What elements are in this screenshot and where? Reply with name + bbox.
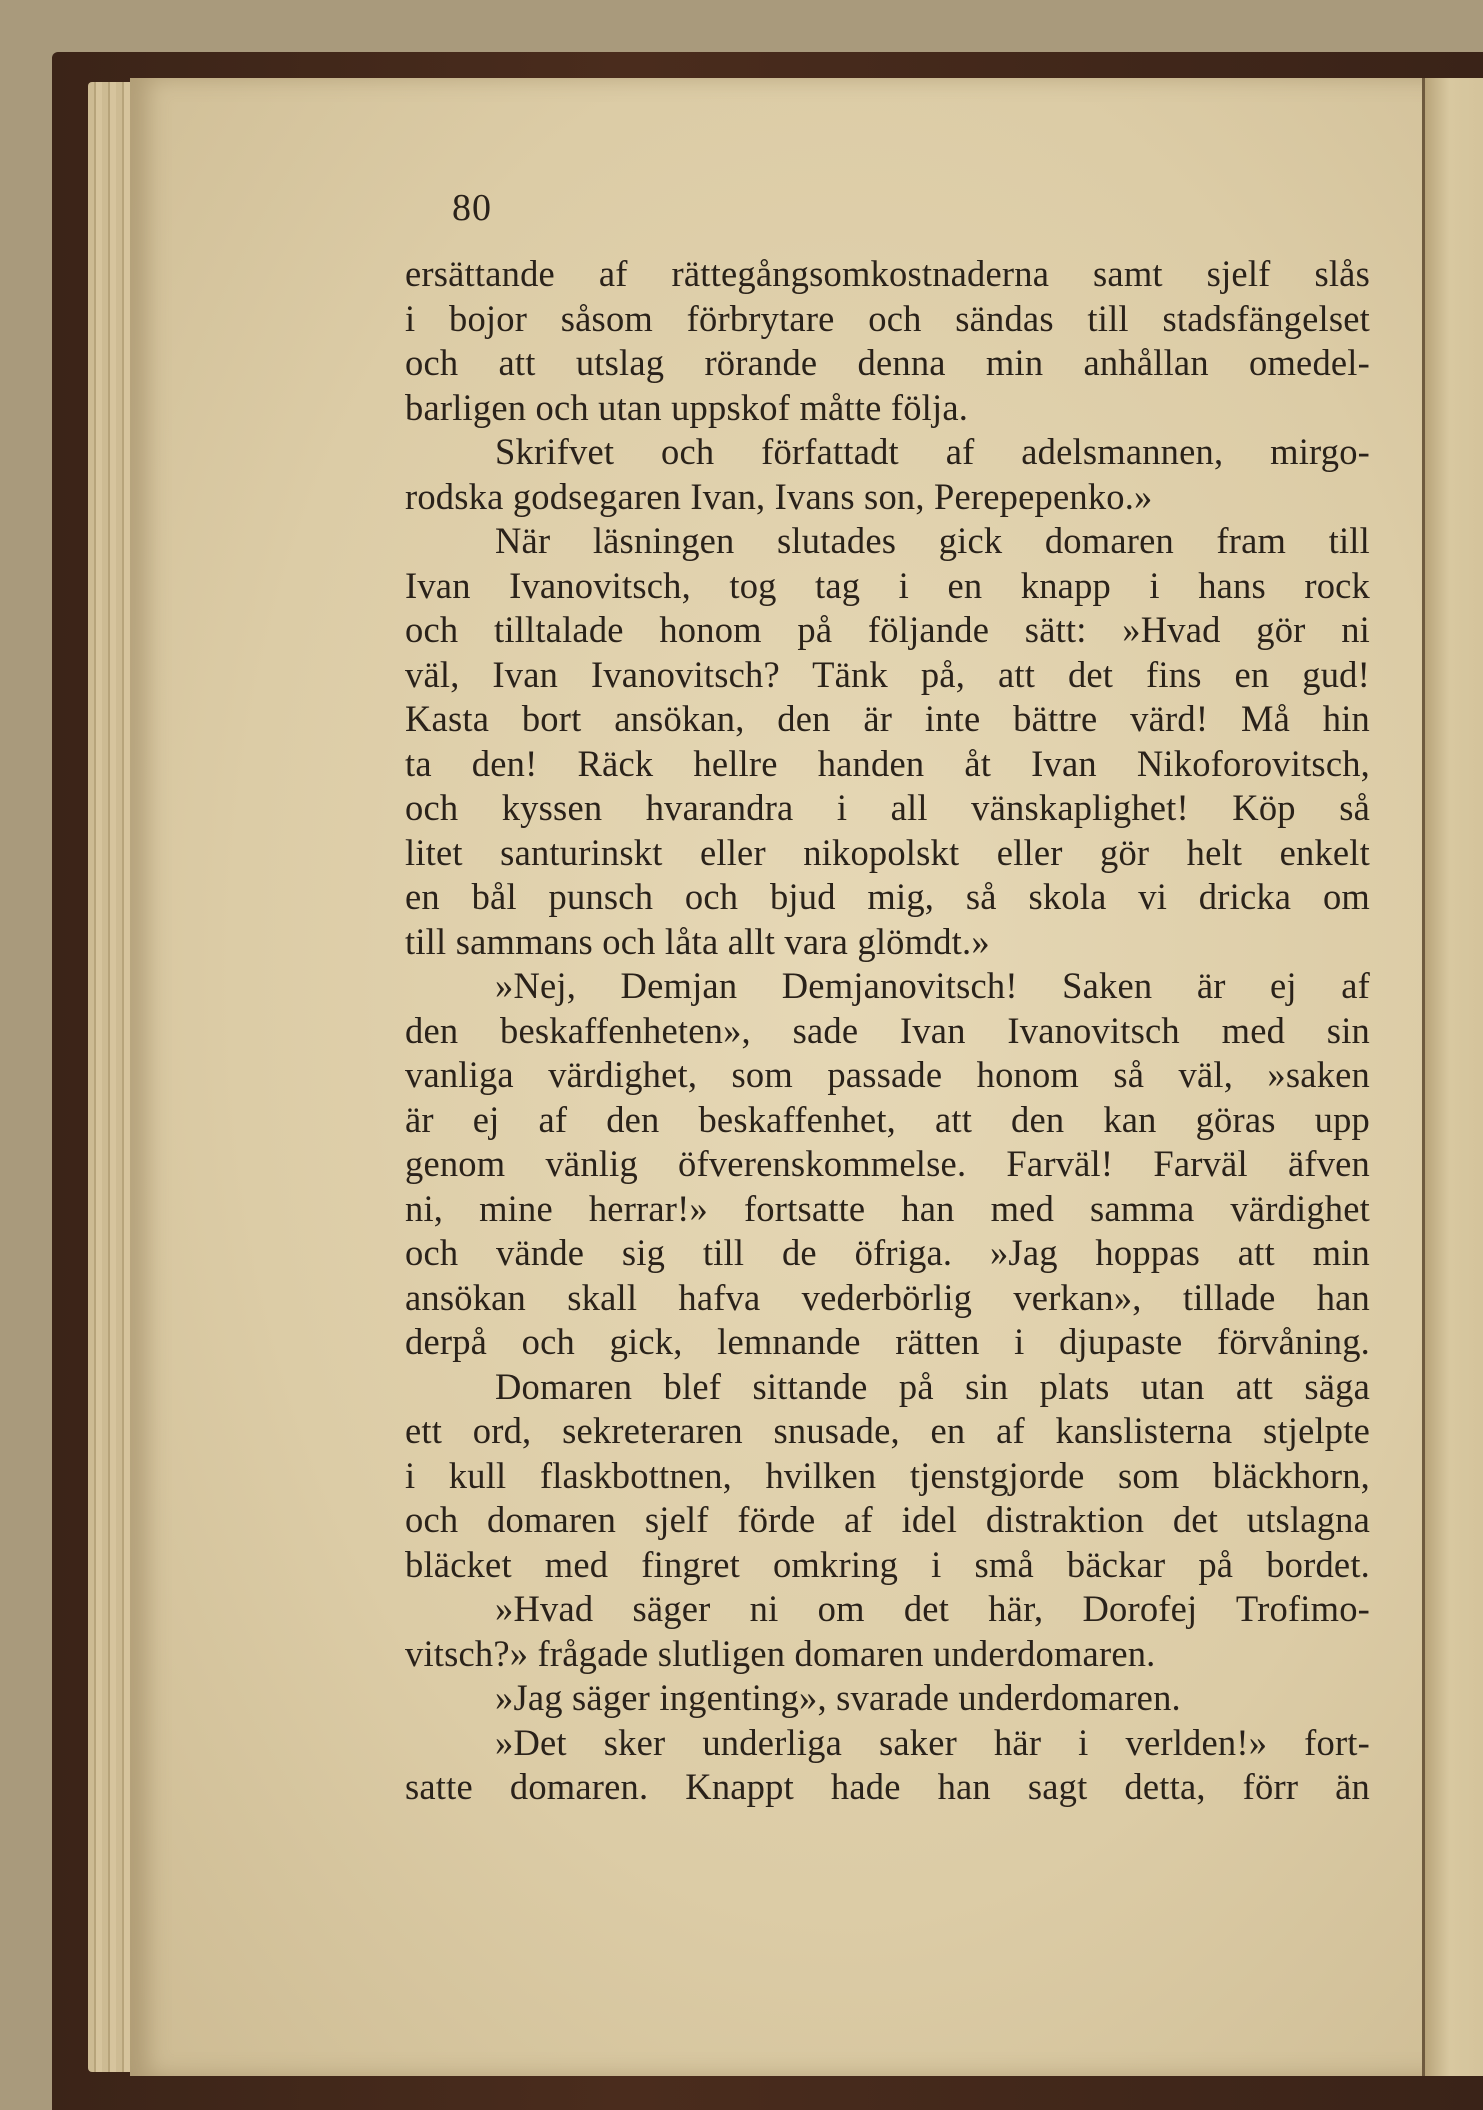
text-line: »Nej, Demjan Demjanovitsch! Saken är ej af bbox=[495, 965, 1370, 1006]
text-line: Ivan Ivanovitsch, tog tag i en knapp i hans rock bbox=[405, 564, 1370, 606]
text-line: väl, Ivan Ivanovitsch? Tänk på, att det fins en gud! bbox=[405, 653, 1370, 695]
text-line: Kasta bort ansökan, den är inte bättre värd! Må hin bbox=[405, 698, 1370, 739]
text-line: barligen och utan uppskof måtte följa. bbox=[405, 386, 969, 428]
text-line: en bål punsch och bjud mig, så skola vi dricka om bbox=[405, 876, 1370, 917]
text-line: När läsningen slutades gick domaren fram till bbox=[495, 520, 1370, 561]
text-line: bläcket med fingret omkring i små bäckar på bordet. bbox=[405, 1543, 1370, 1585]
text-line: i kull flaskbottnen, hvilken tjenstgjorde som bläckhorn, bbox=[405, 1454, 1370, 1496]
page-body-text bbox=[405, 252, 1370, 1810]
text-line: Skrifvet och författadt af adelsmannen, mirgo- bbox=[495, 431, 1370, 472]
text-line: ni, mine herrar!» fortsatte han med samma värdighet bbox=[405, 1187, 1370, 1229]
text-line: derpå och gick, lemnande rätten i djupaste förvåning. bbox=[405, 1321, 1370, 1362]
text-line: litet santurinskt eller nikopolskt eller gör helt enkelt bbox=[405, 831, 1370, 873]
text-line: och vände sig till de öfriga. »Jag hoppas att min bbox=[405, 1232, 1370, 1273]
text-line: genom vänlig öfverenskommelse. Farväl! Farväl äfven bbox=[405, 1143, 1370, 1184]
text-line: är ej af den beskaffenhet, att den kan göras upp bbox=[405, 1098, 1370, 1140]
page-number: 80 bbox=[452, 187, 492, 229]
text-line: »Hvad säger ni om det här, Dorofej Trofimo- bbox=[495, 1588, 1370, 1629]
text-line: och domaren sjelf förde af idel distraktion det utslagna bbox=[405, 1499, 1370, 1540]
text-line: ersättande af rättegångsomkostnaderna samt sjelf slås bbox=[405, 253, 1370, 294]
text-line: och att utslag rörande denna min anhållan omedel- bbox=[405, 342, 1370, 383]
text-line: vanliga värdighet, som passade honom så väl, »saken bbox=[405, 1054, 1370, 1095]
text-line: Domaren blef sittande på sin plats utan att säga bbox=[495, 1365, 1370, 1407]
text-line: ett ord, sekreteraren snusade, en af kanslisterna stjelpte bbox=[405, 1410, 1370, 1451]
text-line: satte domaren. Knappt hade han sagt detta, förr än bbox=[405, 1766, 1370, 1807]
text-line: ansökan skall hafva vederbörlig verkan», tillade han bbox=[405, 1276, 1370, 1318]
text-line: vitsch?» frågade slutligen domaren underdomaren. bbox=[405, 1632, 1156, 1674]
text-line: den beskaffenheten», sade Ivan Ivanovitsch med sin bbox=[405, 1009, 1370, 1051]
text-line: och kyssen hvarandra i all vänskaplighet! Köp så bbox=[405, 787, 1370, 828]
text-line: till sammans och låta allt vara glömdt.» bbox=[405, 920, 990, 962]
text-line: i bojor såsom förbrytare och sändas till stadsfängelset bbox=[405, 297, 1370, 339]
facing-page-edge bbox=[1422, 78, 1483, 2076]
text-line: rodska godsegaren Ivan, Ivans son, Perepepenko.» bbox=[405, 475, 1153, 517]
text-line: »Jag säger ingenting», svarade underdomaren. bbox=[495, 1677, 1181, 1718]
text-line: ta den! Räck hellre handen åt Ivan Nikoforovitsch, bbox=[405, 742, 1370, 784]
text-line: »Det sker underliga saker här i verlden!» fort- bbox=[495, 1721, 1370, 1763]
text-line: och tilltalade honom på följande sätt: »Hvad gör ni bbox=[405, 609, 1370, 650]
